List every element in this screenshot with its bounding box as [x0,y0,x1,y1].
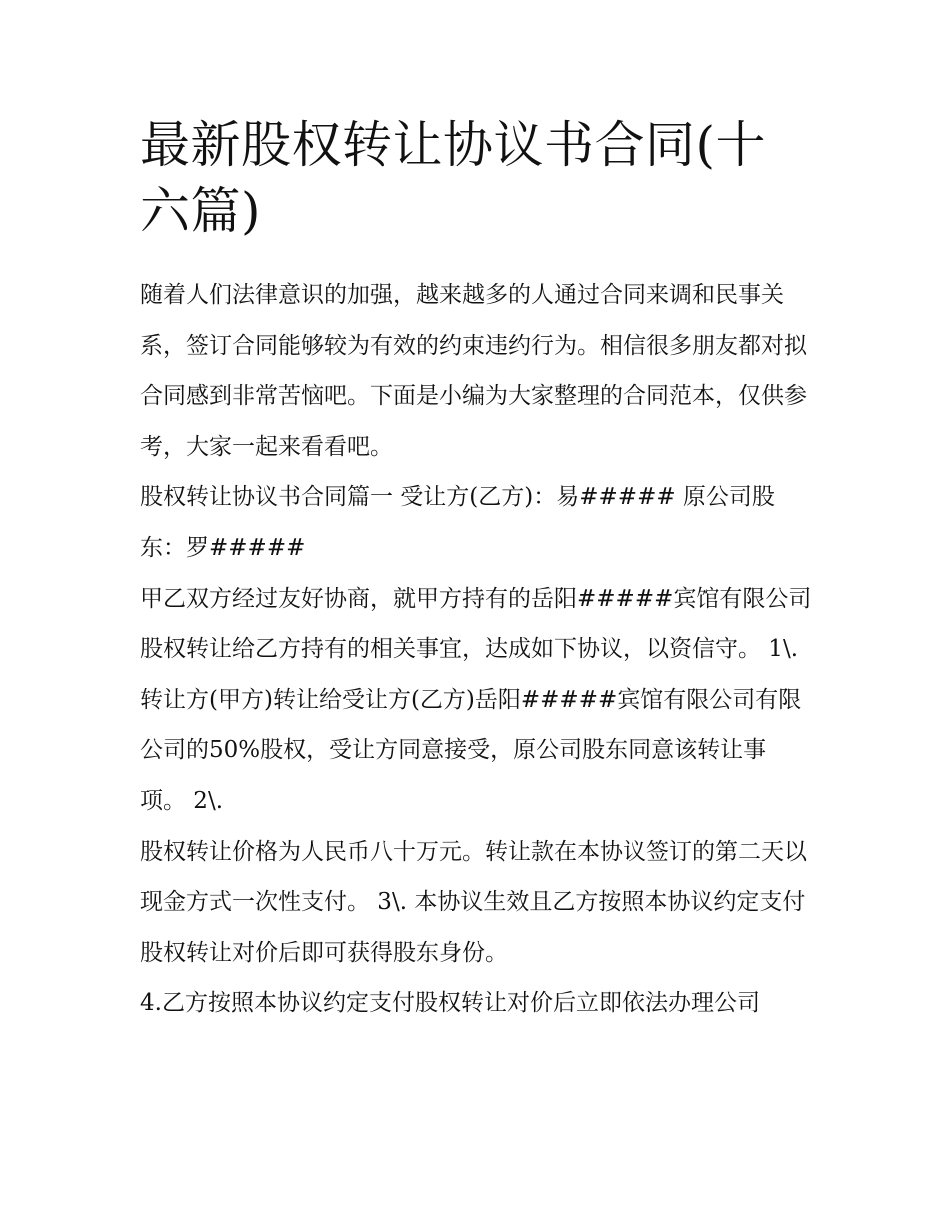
document-page [140,112,812,1029]
contract-parties-paragraph: 股权转让协议书合同篇一 受让方(乙方)：易##### 原公司股东：罗##### [140,484,775,561]
document-title: 最新股权转让协议书合同(十六篇) [140,116,767,240]
agreement-preamble-paragraph: 甲乙双方经过友好协商，就甲方持有的岳阳#####宾馆有限公司股权转让给乙方持有的相关事宜，达成如下协议，以资信守。 1\. [140,585,812,663]
clause-transfer-paragraph: 转让方(甲方)转让给受让方(乙方)岳阳#####宾馆有限公司有限公司的50%股权，受让方同意接受，原公司股东同意该转让事项。 2\. [140,686,802,814]
clause-registration-paragraph: 4.乙方按照本协议约定支付股权转让对价后立即依法办理公司 [140,990,760,1017]
clause-price-paragraph: 股权转让价格为人民币八十万元。转让款在本协议签订的第二天以现金方式一次性支付。 3\. 本协议生效且乙方按照本协议约定支付股权转让对价后即可获得股东身份。 [140,838,807,966]
intro-paragraph: 随着人们法律意识的加强，越来越多的人通过合同来调和民事关系，签订合同能够较为有效的约束违约行为。相信很多朋友都对拟合同感到非常苦恼吧。下面是小编为大家整理的合同范本，仅供参考，大家一起来看看吧。 [140,282,807,460]
